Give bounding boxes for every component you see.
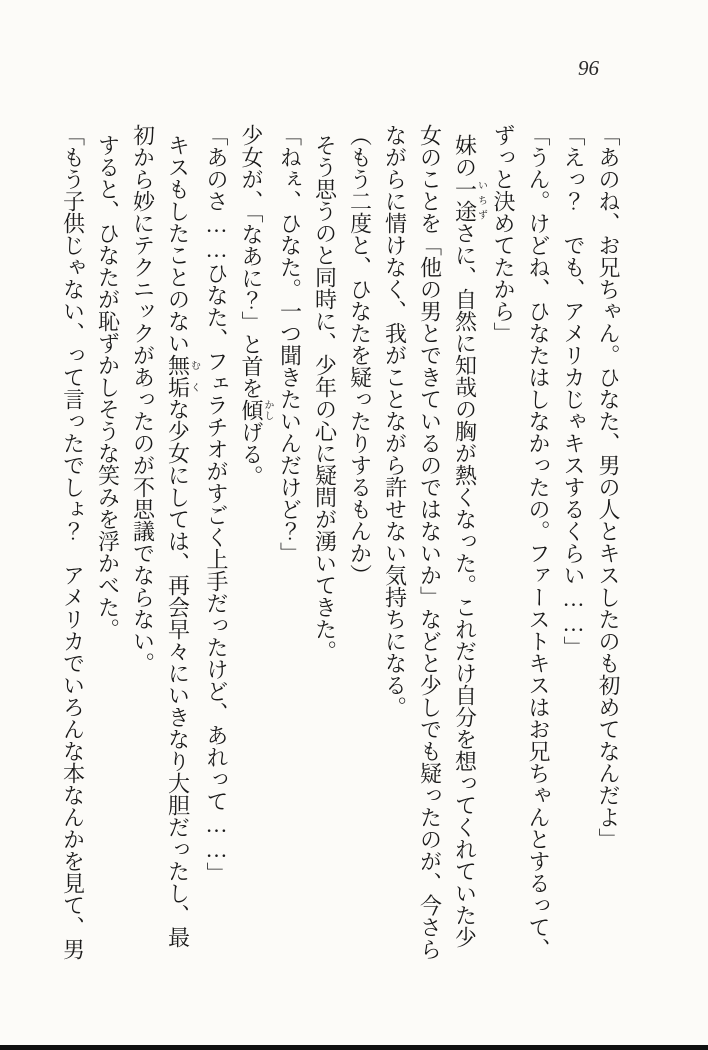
furigana-annotated-word: 一途いちず	[452, 178, 487, 222]
page-number: 96	[578, 56, 599, 80]
text-line: ながらに情けなく、我がことながら許せない気持ちになる。	[382, 124, 408, 718]
text-line: そう思うのと同時に、少年の心に疑問が湧いてきた。	[312, 134, 338, 662]
text-line: 女のことを「他の男とできているのではないか」などと少しでも疑ったのが、今さら	[417, 124, 443, 960]
text-line: ずっと決めてたから」	[491, 124, 516, 344]
furigana-annotated-word: 傾かし	[239, 399, 273, 421]
text-line: すると、ひなたが恥ずかしそうな笑みを浮かべた。	[95, 134, 121, 640]
text-line: 妹の一途いちずさに、自然に知哉の胸が熱くなった。これだけ自分を想ってくれていた少	[452, 134, 487, 948]
text-line: 「えっ？ でも、アメリカじゃキスするくらい……」	[561, 124, 586, 658]
text-line: 初から妙にテクニックがあったのが不思議でならない。	[130, 124, 156, 674]
text-line: 少女が、「なあに？」と首を傾かしげる。	[239, 124, 273, 487]
text-line: 「ねぇ、ひなた。一つ聞きたいんだけど？」	[277, 124, 303, 564]
text-line: （もう二度と、ひなたを疑ったりするもんか）	[347, 124, 373, 586]
text-line: 「あのね、お兄ちゃん。ひなた、男の人とキスしたのも初めてなんだよ」	[596, 124, 621, 850]
page-bottom-edge	[0, 1045, 708, 1050]
text-line: 「もう子供じゃない、って言ったでしょ？ アメリカでいろんな本なんかを見て、男	[60, 124, 86, 960]
text-line: 「うん。けどね、ひなたはしなかったの。ファーストキスはお兄ちゃんとするって、	[526, 124, 551, 960]
text-line: キスもしたことのない無垢むくな少女にしては、再会早々にいきなり大胆だったし、最	[165, 134, 200, 948]
furigana-annotated-word: 無垢むく	[165, 354, 200, 398]
vertical-text-block	[56, 124, 627, 996]
text-line: 「あのさ……ひなた、フェラチオがすごく上手だったけど、あれって……」	[204, 124, 229, 884]
